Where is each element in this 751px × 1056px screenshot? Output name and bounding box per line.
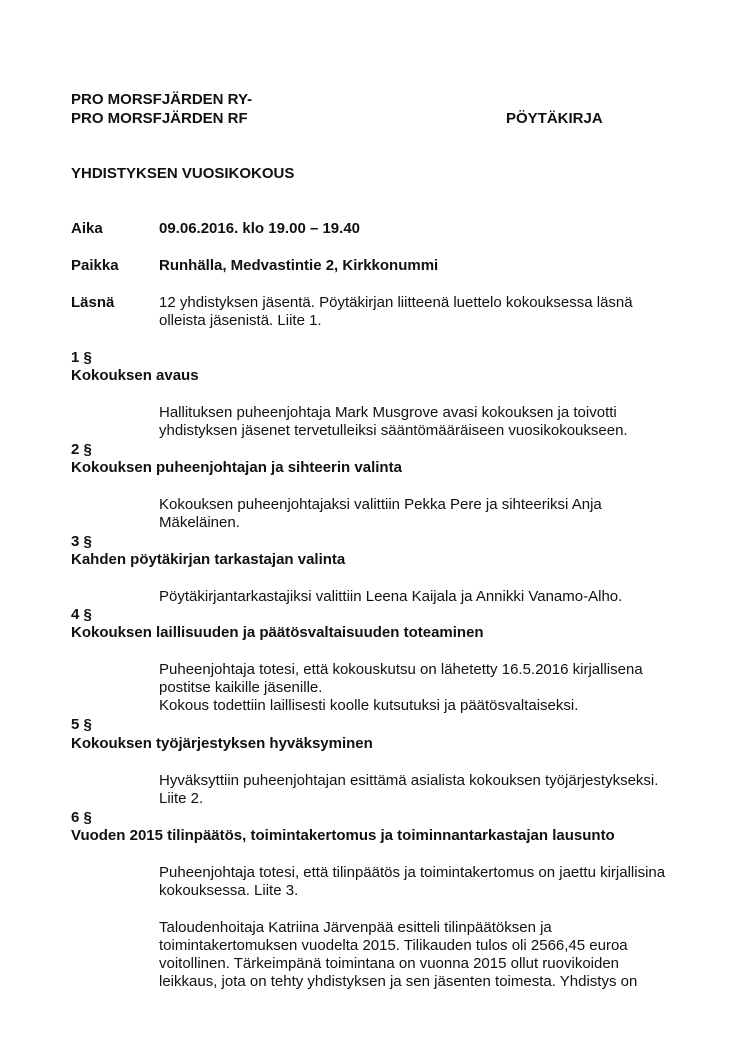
section-body [159,404,719,440]
section-body [159,588,719,606]
body-line: Pöytäkirjantarkastajiksi valittiin Leena Kaijala ja Annikki Vanamo-Alho. [159,588,623,605]
org-name-sv: PRO MORSFJÄRDEN RF [71,110,248,127]
section-body-continued [159,919,719,991]
body-line: leikkaus, jota on tehty yhdistyksen ja sen jäsenten toimesta. Yhdistys on [159,973,638,990]
body-line: Mäkeläinen. [159,514,240,531]
time-label: Aika [71,220,103,237]
meeting-title: YHDISTYKSEN VUOSIKOKOUS [71,165,295,182]
place-label: Paikka [71,257,119,274]
body-line: toimintakertomuksen vuodelta 2015. Tilikauden tulos oli 2566,45 euroa [159,937,628,954]
section-body [159,864,719,900]
time-value: 09.06.2016. klo 19.00 – 19.40 [159,220,360,237]
body-line: Liite 2. [159,790,204,807]
present-text [159,294,719,330]
body-line: Hyväksyttiin puheenjohtajan esittämä asialista kokouksen työjärjestykseksi. [159,772,659,789]
present-line: 12 yhdistyksen jäsentä. Pöytäkirjan liitteenä luettelo kokouksessa läsnä [159,294,633,311]
document-type: PÖYTÄKIRJA [506,110,603,127]
section-number: 4 § [71,606,92,623]
section-title: Kokouksen puheenjohtajan ja sihteerin valinta [71,459,402,476]
section-title: Kokouksen laillisuuden ja päätösvaltaisuuden toteaminen [71,624,484,641]
body-line: Kokous todettiin laillisesti koolle kutsutuksi ja päätösvaltaiseksi. [159,697,579,714]
body-line: Kokouksen puheenjohtajaksi valittiin Pekka Pere ja sihteeriksi Anja [159,496,602,513]
section-number: 2 § [71,441,92,458]
present-line: olleista jäsenistä. Liite 1. [159,312,322,329]
section-body [159,496,719,532]
body-line: Puheenjohtaja totesi, että tilinpäätös ja toimintakertomus on jaettu kirjallisina [159,864,666,881]
body-line: kokouksessa. Liite 3. [159,882,299,899]
section-number: 3 § [71,533,92,550]
body-line: Hallituksen puheenjohtaja Mark Musgrove avasi kokouksen ja toivotti [159,404,617,421]
place-value: Runhälla, Medvastintie 2, Kirkkonummi [159,257,439,274]
org-name-fi: PRO MORSFJÄRDEN RY- [71,91,253,108]
section-title: Vuoden 2015 tilinpäätös, toimintakertomus ja toiminnantarkastajan lausunto [71,827,615,844]
body-line: Puheenjohtaja totesi, että kokouskutsu on lähetetty 16.5.2016 kirjallisena [159,661,643,678]
body-line: yhdistyksen jäsenet tervetulleiksi sääntömääräiseen vuosikokoukseen. [159,422,628,439]
section-title: Kokouksen avaus [71,367,199,384]
section-number: 6 § [71,809,92,826]
section-title: Kokouksen työjärjestyksen hyväksyminen [71,735,373,752]
body-line: postitse kaikille jäsenille. [159,679,323,696]
body-line: voitollinen. Tärkeimpänä toimintana on vuonna 2015 ollut ruovikoiden [159,955,620,972]
section-number: 5 § [71,716,92,733]
section-body [159,661,719,715]
section-title: Kahden pöytäkirjan tarkastajan valinta [71,551,346,568]
body-line: Taloudenhoitaja Katriina Järvenpää esitteli tilinpäätöksen ja [159,919,552,936]
section-number: 1 § [71,349,92,366]
section-body [159,772,719,808]
present-label: Läsnä [71,294,115,311]
